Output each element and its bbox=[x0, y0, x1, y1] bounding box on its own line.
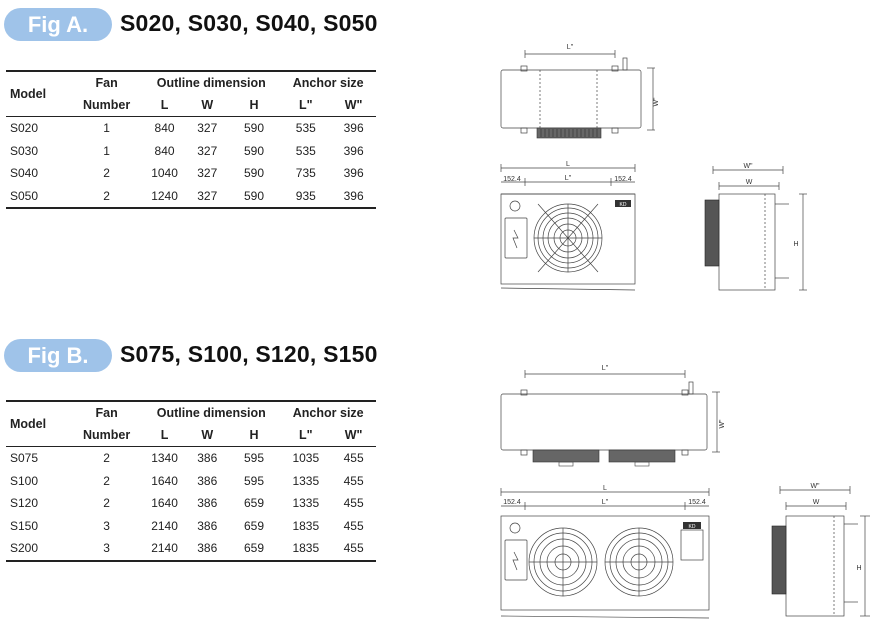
cell-l2: 735 bbox=[295, 166, 316, 181]
dim-w-label: W bbox=[812, 499, 820, 506]
cell-l: 1240 bbox=[151, 188, 178, 203]
cell-h: 595 bbox=[243, 473, 264, 488]
cell-l2: 1835 bbox=[292, 541, 320, 556]
dim-h-label: H bbox=[793, 241, 799, 248]
cell-l: 1040 bbox=[151, 166, 178, 181]
cell-l: 1640 bbox=[151, 473, 178, 488]
cell-fan-number: 2 bbox=[103, 451, 110, 466]
header-h: H bbox=[249, 98, 259, 112]
cell-w: 327 bbox=[197, 143, 218, 158]
dim-w-label: W bbox=[745, 179, 753, 186]
header-fan: Fan bbox=[95, 76, 118, 90]
cell-l2: 1835 bbox=[292, 518, 320, 533]
cell-model: S075 bbox=[10, 451, 39, 466]
table-row bbox=[6, 162, 376, 185]
table-row bbox=[6, 140, 376, 163]
dim-l2-label: L" bbox=[601, 499, 609, 506]
fig-a-badge: Fig A. bbox=[4, 8, 112, 41]
cell-w: 386 bbox=[197, 451, 218, 466]
brand-label: KD bbox=[688, 524, 696, 530]
header-w2: W" bbox=[344, 98, 363, 112]
cell-l2: 535 bbox=[295, 143, 316, 158]
table-row bbox=[6, 185, 376, 209]
cell-w2: 455 bbox=[343, 518, 364, 533]
fig-a-spec-table bbox=[6, 70, 376, 209]
dim-w2-label: W" bbox=[719, 419, 726, 429]
cell-fan-number: 2 bbox=[103, 166, 110, 181]
table-row bbox=[6, 537, 376, 561]
cell-l2: 535 bbox=[295, 121, 316, 136]
cell-w: 386 bbox=[197, 496, 218, 511]
dim-l2-label: L" bbox=[601, 365, 609, 372]
dim-l2-label: L" bbox=[564, 175, 572, 182]
header-l2: L" bbox=[299, 428, 313, 442]
header-h: H bbox=[249, 428, 259, 442]
cell-model: S120 bbox=[10, 496, 39, 511]
header-fan: Fan bbox=[95, 406, 118, 420]
dim-l-label: L bbox=[603, 485, 607, 492]
dim-offset-right: 152.4 bbox=[614, 176, 632, 183]
header-w2: W" bbox=[344, 428, 363, 442]
table-row bbox=[6, 117, 376, 140]
cell-w: 327 bbox=[197, 166, 218, 181]
header-model: Model bbox=[10, 417, 47, 431]
cell-w2: 396 bbox=[343, 121, 364, 136]
dim-w2-label: W" bbox=[810, 483, 820, 490]
cell-l: 1340 bbox=[151, 451, 178, 466]
cell-h: 659 bbox=[243, 496, 264, 511]
fig-b-title: S075, S100, S120, S150 bbox=[120, 341, 378, 367]
cell-h: 590 bbox=[243, 121, 264, 136]
cell-model: S030 bbox=[10, 143, 39, 158]
cell-l: 840 bbox=[154, 121, 175, 136]
cell-w2: 396 bbox=[343, 166, 364, 181]
cell-w: 386 bbox=[197, 473, 218, 488]
cell-fan-number: 3 bbox=[103, 541, 110, 556]
cell-l2: 1335 bbox=[292, 496, 320, 511]
cell-w: 386 bbox=[197, 541, 218, 556]
header-l: L bbox=[160, 428, 169, 442]
cell-fan-number: 1 bbox=[103, 121, 110, 136]
cell-fan-number: 2 bbox=[103, 188, 110, 203]
fig-b-top-view bbox=[495, 362, 735, 472]
cell-h: 590 bbox=[243, 143, 264, 158]
dim-offset-left: 152.4 bbox=[503, 176, 521, 183]
cell-model: S040 bbox=[10, 166, 39, 181]
header-model: Model bbox=[10, 87, 47, 101]
cell-l2: 1035 bbox=[292, 451, 320, 466]
fig-b-spec-table bbox=[6, 400, 376, 562]
cell-model: S200 bbox=[10, 541, 39, 556]
cell-h: 659 bbox=[243, 541, 264, 556]
cell-model: S150 bbox=[10, 518, 39, 533]
header-fan-number: Number bbox=[83, 428, 131, 442]
cell-w2: 396 bbox=[343, 188, 364, 203]
header-l2: L" bbox=[299, 98, 313, 112]
cell-fan-number: 3 bbox=[103, 518, 110, 533]
cell-l: 2140 bbox=[151, 541, 178, 556]
cell-w2: 455 bbox=[343, 473, 364, 488]
cell-fan-number: 2 bbox=[103, 473, 110, 488]
header-w: W bbox=[201, 428, 214, 442]
cell-h: 595 bbox=[243, 451, 264, 466]
cell-l: 2140 bbox=[151, 518, 178, 533]
cell-l: 1640 bbox=[151, 496, 178, 511]
table-row bbox=[6, 515, 376, 538]
cell-w2: 455 bbox=[343, 541, 364, 556]
cell-l2: 935 bbox=[295, 188, 316, 203]
brand-label: KD bbox=[619, 202, 627, 208]
cell-w: 327 bbox=[197, 121, 218, 136]
fig-b-side-view bbox=[760, 480, 878, 630]
dim-offset-left: 152.4 bbox=[503, 499, 521, 506]
cell-l2: 1335 bbox=[292, 473, 320, 488]
header-anchor: Anchor size bbox=[292, 406, 364, 420]
dim-l2-label: L" bbox=[566, 44, 574, 51]
header-fan-number: Number bbox=[83, 98, 131, 112]
cell-w2: 455 bbox=[343, 496, 364, 511]
cell-fan-number: 2 bbox=[103, 496, 110, 511]
table-row bbox=[6, 470, 376, 493]
cell-fan-number: 1 bbox=[103, 143, 110, 158]
fig-a-side-view bbox=[695, 160, 820, 300]
cell-w: 327 bbox=[197, 188, 218, 203]
dim-offset-right: 152.4 bbox=[688, 499, 706, 506]
cell-model: S100 bbox=[10, 473, 39, 488]
table-row bbox=[6, 492, 376, 515]
header-anchor: Anchor size bbox=[292, 76, 364, 90]
cell-model: S020 bbox=[10, 121, 39, 136]
fig-a-front-view bbox=[495, 160, 655, 300]
header-outline: Outline dimension bbox=[156, 76, 266, 90]
dim-l-label: L bbox=[566, 161, 570, 168]
header-l: L bbox=[160, 98, 169, 112]
header-w: W bbox=[201, 98, 214, 112]
table-row bbox=[6, 447, 376, 470]
fig-b-front-view bbox=[495, 484, 720, 630]
fig-a-top-view bbox=[495, 40, 665, 140]
dim-h-label: H bbox=[856, 565, 862, 572]
cell-h: 590 bbox=[243, 166, 264, 181]
header-outline: Outline dimension bbox=[156, 406, 266, 420]
cell-h: 590 bbox=[243, 188, 264, 203]
cell-w2: 396 bbox=[343, 143, 364, 158]
cell-w2: 455 bbox=[343, 451, 364, 466]
cell-h: 659 bbox=[243, 518, 264, 533]
fig-b-badge: Fig B. bbox=[4, 339, 112, 372]
dim-w2-label: W" bbox=[743, 163, 753, 170]
cell-w: 386 bbox=[197, 518, 218, 533]
dim-w2-label: W" bbox=[653, 97, 660, 107]
fig-a-title: S020, S030, S040, S050 bbox=[120, 10, 378, 36]
cell-l: 840 bbox=[154, 143, 175, 158]
cell-model: S050 bbox=[10, 188, 39, 203]
